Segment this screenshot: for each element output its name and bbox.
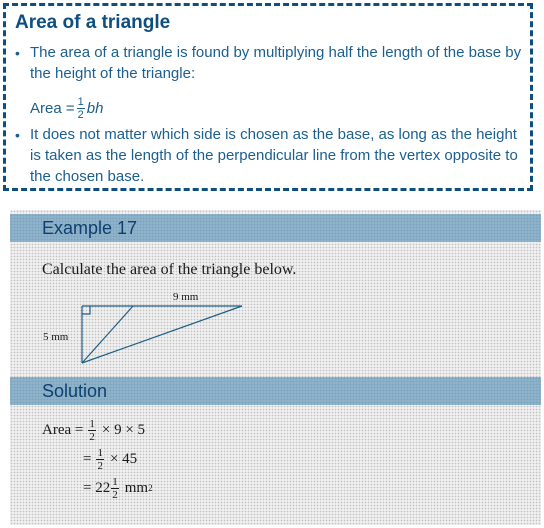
formula-suffix: bh: [86, 99, 104, 117]
formula-numerator: 1: [77, 95, 84, 108]
solution-line-2-prefix: =: [83, 450, 92, 467]
solution-line-1-suffix: × 9 × 5: [101, 421, 146, 438]
label-height: 5 mm: [43, 331, 69, 343]
solution-line-3-fraction: [111, 476, 119, 501]
triangle-diagram: [30, 288, 270, 368]
key-point-box: [3, 3, 533, 191]
solution-line-1-prefix: Area =: [42, 421, 84, 438]
solution-line-3-unit: mm: [124, 479, 149, 496]
bullet-marker-1: •: [15, 45, 20, 61]
key-point-title: Area of a triangle: [15, 12, 171, 33]
solution-line-2: [83, 444, 137, 474]
solution-line-1: [42, 415, 145, 445]
example-panel: [10, 210, 541, 525]
formula-fraction: [77, 96, 85, 121]
right-angle-marker: [82, 306, 90, 314]
formula-denominator: 2: [77, 108, 84, 121]
solution-line-3-numerator: 1: [112, 475, 118, 488]
solution-line-1-denominator: 2: [89, 430, 95, 443]
solution-line-3-denominator: 2: [112, 488, 118, 501]
solution-line-1-numerator: 1: [89, 417, 95, 430]
area-formula: [30, 90, 103, 126]
label-base: 9 mm: [173, 291, 199, 303]
solution-line-2-denominator: 2: [97, 459, 103, 472]
example-heading: Example 17: [42, 218, 138, 238]
solution-line-1-fraction: [88, 418, 96, 443]
solution-line-2-suffix: × 45: [109, 450, 138, 467]
solution-heading: Solution: [42, 381, 108, 401]
key-point-bullet-1: The area of a triangle is found by multiplying half the length of the base by the height of the triangle:: [30, 44, 522, 82]
triangle-long-side: [82, 306, 242, 363]
solution-line-2-fraction: [96, 447, 104, 472]
solution-line-3: [83, 473, 153, 503]
solution-line-3-exponent: 2: [148, 483, 153, 493]
solution-line-2-numerator: 1: [97, 446, 103, 459]
formula-prefix: Area =: [30, 99, 75, 117]
key-point-bullet-2: It does not matter which side is chosen as the base, as long as the height is taken as the length of the perpendicular line from the vertex opposite to the chosen base.: [30, 126, 518, 185]
example-question: Calculate the area of the triangle below.: [42, 261, 297, 278]
solution-heading-band: [10, 377, 541, 405]
solution-line-3-prefix: = 22: [83, 479, 111, 496]
example-heading-band: [10, 214, 541, 242]
bullet-marker-2: •: [15, 127, 20, 143]
